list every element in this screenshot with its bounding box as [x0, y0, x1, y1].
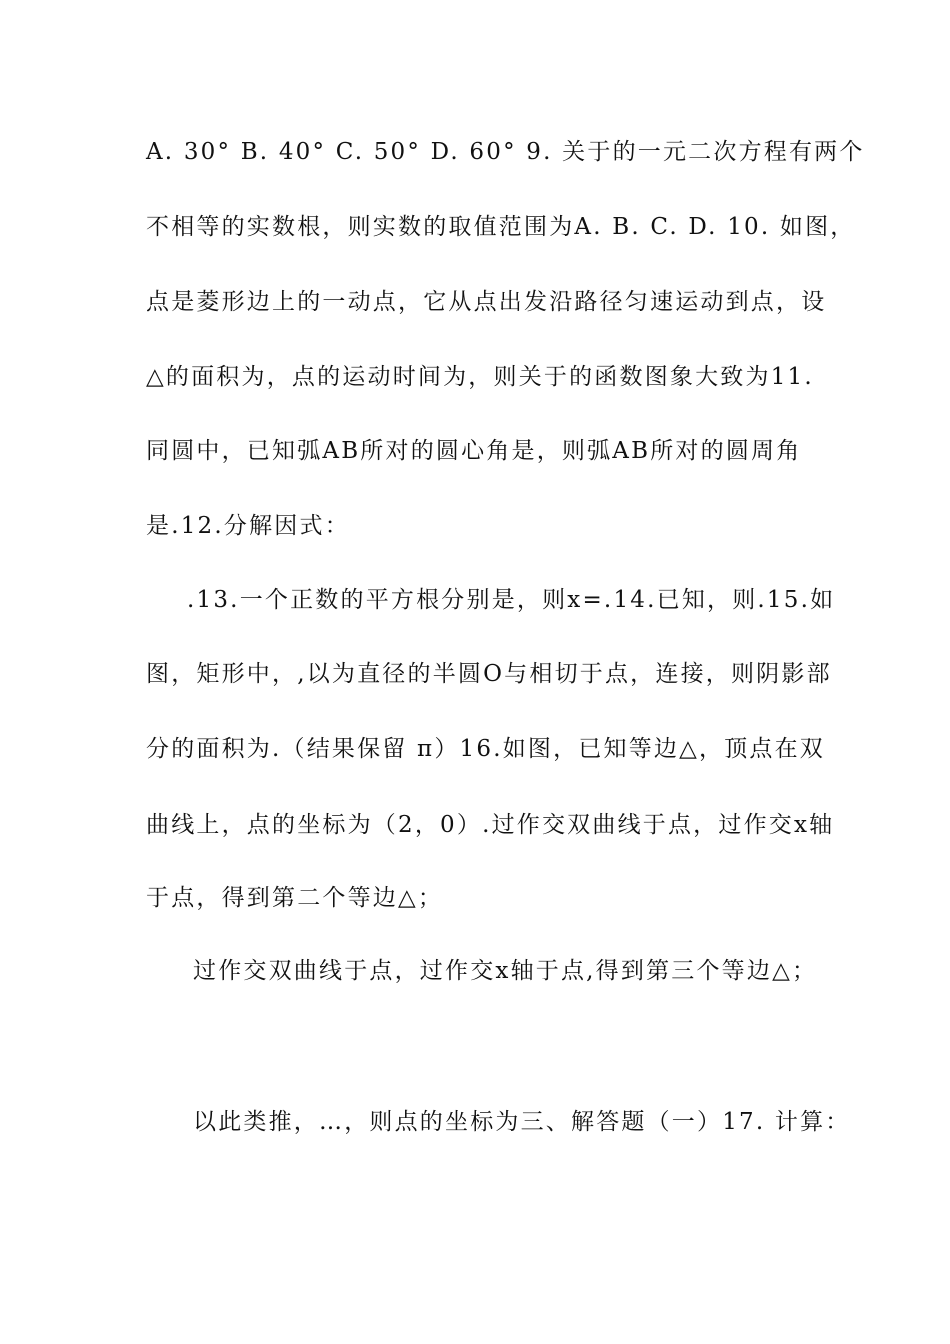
text-line-8: 图，矩形中，,以为直径的半圆O与相切于点，连接，则阴影部 — [146, 661, 832, 687]
text-line-9: 分的面积为.（结果保留 π）16.如图，已知等边△，顶点在双 — [146, 736, 826, 762]
text-line-6: 是.12.分解因式： — [146, 513, 350, 539]
text-line-11: 于点，得到第二个等边△； — [146, 885, 444, 911]
text-line-1: A. 30° B. 40° C. 50° D. 60° 9. 关于的一元二次方程有两个 — [146, 139, 865, 165]
text-line-4: △的面积为，点的运动时间为，则关于的函数图象大致为11. — [146, 364, 814, 390]
text-line-7: .13.一个正数的平方根分别是，则x=.14.已知，则.15.如 — [187, 587, 836, 613]
text-line-2: 不相等的实数根，则实数的取值范围为A. B. C. D. 10. 如图， — [146, 214, 856, 240]
text-line-10: 曲线上，点的坐标为（2，0）.过作交双曲线于点，过作交x轴 — [146, 812, 835, 838]
text-line-3: 点是菱形边上的一动点，它从点出发沿路径匀速运动到点，设 — [146, 289, 827, 315]
text-line-12: 过作交双曲线于点，过作交x轴于点,得到第三个等边△； — [193, 958, 818, 984]
text-line-5: 同圆中，已知弧AB所对的圆心角是，则弧AB所对的圆周角 — [146, 438, 802, 464]
text-line-13: 以此类推，…，则点的坐标为三、解答题（一）17. 计算： — [193, 1109, 851, 1135]
